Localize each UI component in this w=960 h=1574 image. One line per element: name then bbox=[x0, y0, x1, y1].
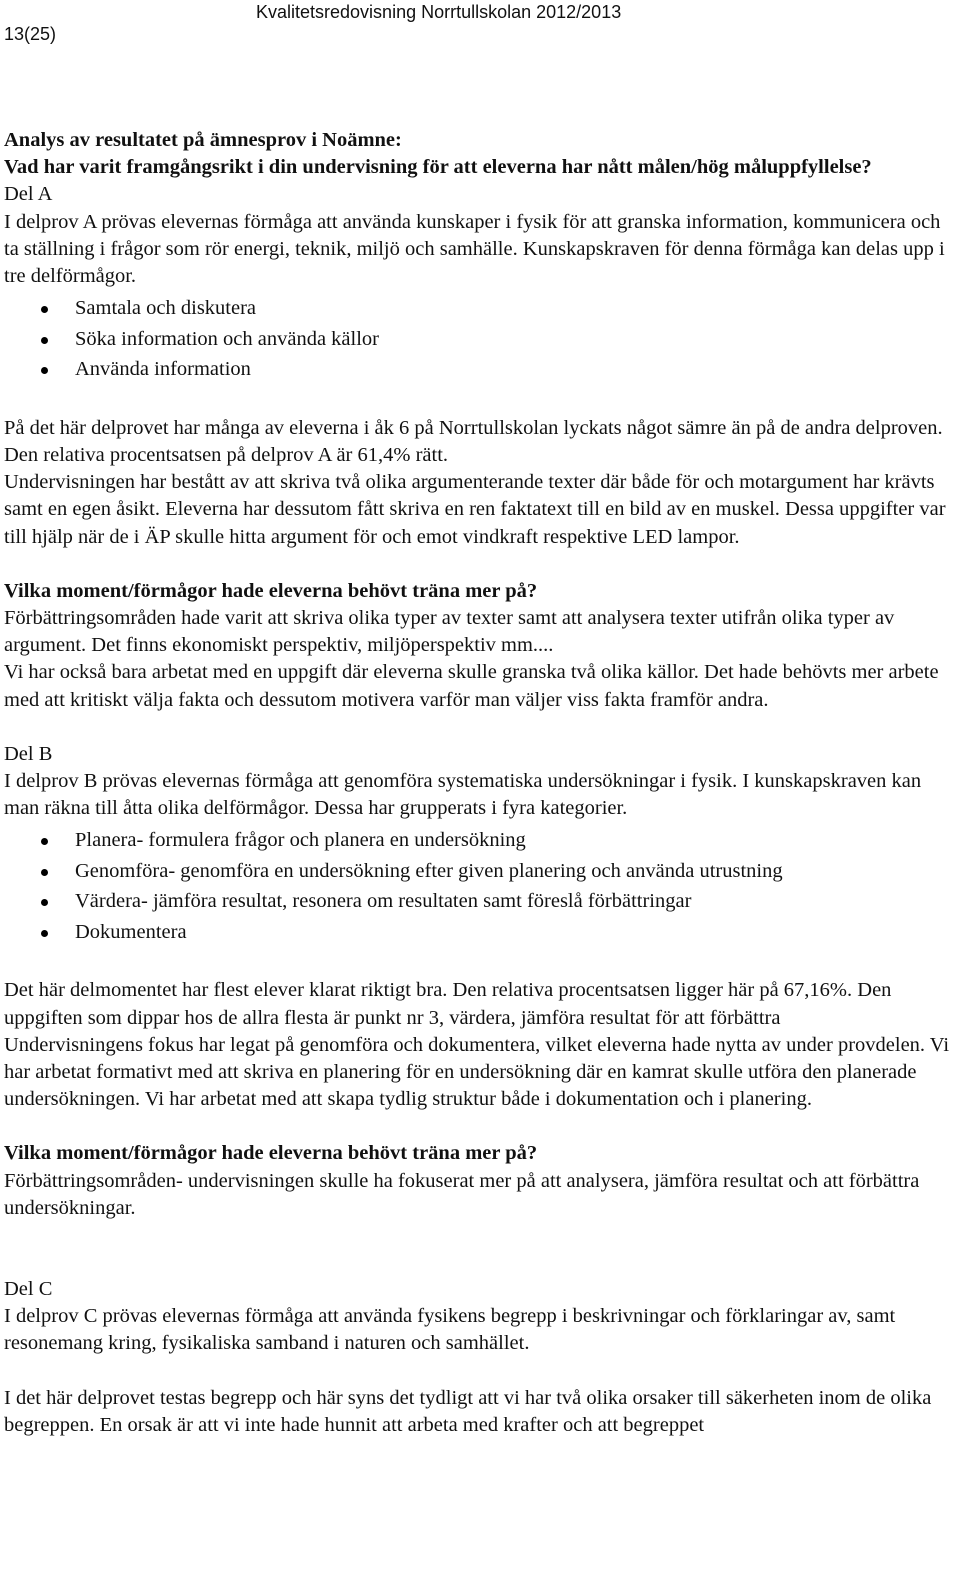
del-a-intro: I delprov A prövas elevernas förmåga att använda kunskaper i fysik för att granska information, kommunicera och ta ställning i frågor som rör energi, teknik, miljö och samhälle. Kunskapskraven för denna förmåga kan delas upp i tre delförmågor. bbox=[4, 210, 945, 288]
del-a-answer-2: Vi har också bara arbetat med en uppgift där eleverna skulle granska två olika källor. Det hade behövts mer arbete med att kritiskt välja fakta och dessutom motivera varför man väljer viss fakta framför andra. bbox=[4, 661, 939, 711]
del-a-result: På det här delprovet har många av eleverna i åk 6 på Norrtullskolan lyckats något sämre än på de andra delproven. Den relativa procentsatsen på delprov A är 61,4% rätt. bbox=[4, 416, 943, 466]
analysis-heading-line1: Analys av resultatet på ämnesprov i Noämne: bbox=[4, 129, 402, 151]
del-a-title: Del A bbox=[4, 183, 53, 206]
del-b-result: Det här delmomentet har flest elever klarat riktigt bra. Den relativa procentsatsen ligger här på 67,16%. Den uppgiften som dippar hos de allra flesta är punkt nr 3, värdera, jämföra resultat för att förbättra bbox=[4, 979, 892, 1029]
list-item: Söka information och använda källor bbox=[4, 324, 956, 355]
list-item: Värdera- jämföra resultat, resonera om resultaten samt föreslå förbättringar bbox=[4, 886, 956, 917]
page-number: 13(25) bbox=[4, 24, 57, 44]
list-item: Använda information bbox=[4, 354, 956, 385]
del-b-answer: Förbättringsområden- undervisningen skulle ha fokuserat mer på att analysera, jämföra resultat och att förbättra undersökningar. bbox=[4, 1169, 920, 1219]
page-header bbox=[0, 0, 960, 70]
del-c-intro: I delprov C prövas elevernas förmåga att använda fysikens begrepp i beskrivningar och förklaringar av, samt resonemang kring, fysikaliska samband i naturen och samhället. bbox=[4, 1305, 896, 1355]
analysis-heading-line2: Vad har varit framgångsrikt i din undervisning för att eleverna har nått målen/hög måluppfyllelse? bbox=[4, 156, 872, 179]
del-b-teaching: Undervisningens fokus har legat på genomföra och dokumentera, vilket eleverna hade nytta av under provdelen. Vi har arbetat formativt med att skriva en planering för en undersökning där en kamrat skulle utföra den planerade undersökningen. Vi har arbetat med att skapa tydlig struktur både i dokumentation och i planering. bbox=[4, 1033, 950, 1111]
header-title: Kvalitetsredovisning Norrtullskolan 2012/2013 bbox=[256, 2, 622, 22]
del-a-question: Vilka moment/förmågor hade eleverna behövt träna mer på? bbox=[4, 579, 538, 602]
del-a-bullet-list bbox=[4, 293, 956, 385]
document-body bbox=[4, 127, 956, 1439]
del-a-teaching: Undervisningen har bestått av att skriva två olika argumenterande texter där både för och motargument har krävts samt en egen åsikt. Eleverna har dessutom fått skriva en ren faktatext till en bild av en muskel. Dessa uppgifter var till hjälp när de i ÄP skulle hitta argument för och emot vindkraft respektive LED lampor. bbox=[4, 471, 946, 548]
del-b-question: Vilka moment/förmågor hade eleverna behövt träna mer på? bbox=[4, 1142, 538, 1165]
list-item: Planera- formulera frågor och planera en undersökning bbox=[4, 825, 956, 856]
del-b-title: Del B bbox=[4, 742, 53, 765]
del-c-result: I det här delprovet testas begrepp och här syns det tydligt att vi har två olika orsaker till säkerheten inom de olika begreppen. En orsak är att vi inte hade hunnit att arbeta med krafter och att begreppet bbox=[4, 1386, 932, 1436]
del-b-intro: I delprov B prövas elevernas förmåga att genomföra systematiska undersökningar i fysik. I kunskapskraven kan man räkna till åtta olika delförmågor. Dessa har grupperats i fyra kategorier. bbox=[4, 769, 922, 820]
del-a-answer-1: Förbättringsområden hade varit att skriva olika typer av texter samt att analysera texter utifrån olika typer av argument. Det finns ekonomiskt perspektiv, miljöperspektiv mm.... bbox=[4, 606, 895, 657]
list-item: Samtala och diskutera bbox=[4, 293, 956, 324]
list-item: Genomföra- genomföra en undersökning efter given planering och använda utrustning bbox=[4, 856, 956, 887]
del-c-title: Del C bbox=[4, 1277, 53, 1300]
del-b-bullet-list bbox=[4, 825, 956, 947]
list-item: Dokumentera bbox=[4, 917, 956, 948]
